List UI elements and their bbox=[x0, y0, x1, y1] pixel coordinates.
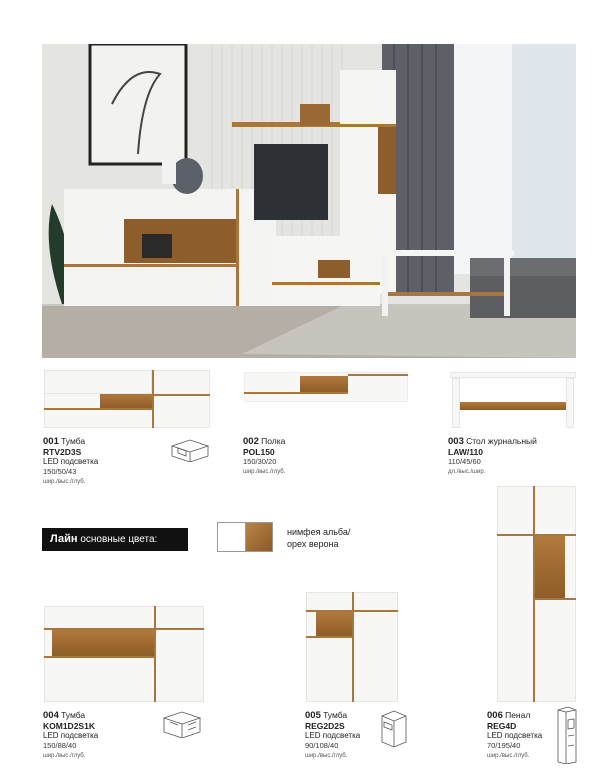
product-title: Тумба bbox=[61, 710, 86, 720]
product-code: KOM1D2S1K bbox=[43, 721, 95, 731]
product-002-image bbox=[244, 372, 408, 402]
product-005-image bbox=[306, 592, 398, 702]
product-code: REG4D bbox=[487, 721, 517, 731]
product-006-line-icon bbox=[554, 706, 578, 769]
product-dimensions-note: шир./выс./глуб. bbox=[43, 479, 86, 485]
product-001-line-icon bbox=[168, 436, 212, 467]
product-001-label bbox=[43, 436, 163, 487]
product-feature: LED подсветка bbox=[43, 457, 99, 466]
product-title: Пенал bbox=[505, 710, 531, 720]
product-feature: LED подсветка bbox=[487, 731, 543, 740]
product-dimensions-note: дл./выс./шир. bbox=[448, 469, 486, 475]
product-title: Полка bbox=[261, 436, 286, 446]
product-003-image bbox=[450, 372, 576, 430]
interior-photo bbox=[42, 44, 576, 358]
product-number: 001 bbox=[43, 436, 59, 447]
main-colors-banner bbox=[42, 528, 188, 551]
product-dimensions-note: шир./выс./глуб. bbox=[305, 753, 348, 759]
product-code: RTV2D3S bbox=[43, 447, 82, 457]
product-title: Тумба bbox=[323, 710, 348, 720]
product-code: LAW/110 bbox=[448, 447, 483, 457]
product-dimensions: 150/50/43 bbox=[43, 467, 77, 476]
color-option-line1: нимфея альба/ bbox=[287, 527, 351, 537]
product-dimensions: 90/108/40 bbox=[305, 741, 339, 750]
brand-name: Лайн bbox=[50, 533, 78, 545]
product-code: POL150 bbox=[243, 447, 275, 457]
product-dimensions: 150/30/20 bbox=[243, 457, 277, 466]
product-003-label bbox=[448, 436, 578, 477]
product-dimensions-note: шир./выс./глуб. bbox=[243, 469, 286, 475]
product-number: 006 bbox=[487, 710, 503, 721]
swatch-oak bbox=[246, 523, 273, 551]
product-dimensions: 150/88/40 bbox=[43, 741, 77, 750]
product-006-label bbox=[487, 710, 557, 761]
product-dimensions: 70/195/40 bbox=[487, 741, 521, 750]
product-dimensions-note: шир./выс./глуб. bbox=[487, 753, 530, 759]
color-option-line2: орех верона bbox=[287, 539, 339, 549]
product-004-image bbox=[44, 606, 204, 702]
product-feature: LED подсветка bbox=[43, 731, 99, 740]
product-number: 004 bbox=[43, 710, 59, 721]
product-006-image bbox=[497, 486, 576, 702]
product-number: 005 bbox=[305, 710, 321, 721]
product-005-line-icon bbox=[378, 708, 410, 753]
product-title: Стол журнальный bbox=[466, 436, 537, 446]
product-title: Тумба bbox=[61, 436, 86, 446]
product-001-image bbox=[44, 370, 210, 428]
color-swatch bbox=[217, 522, 273, 552]
product-dimensions: 110/45/60 bbox=[448, 457, 481, 466]
product-002-label bbox=[243, 436, 363, 477]
product-feature: LED подсветка bbox=[305, 731, 361, 740]
product-004-label bbox=[43, 710, 153, 761]
swatch-white bbox=[218, 523, 246, 551]
product-004-line-icon bbox=[160, 708, 204, 743]
main-colors-text: основные цвета: bbox=[80, 534, 158, 545]
color-option-label bbox=[287, 526, 350, 550]
product-005-label bbox=[305, 710, 380, 761]
product-number: 003 bbox=[448, 436, 464, 447]
product-code: REG2D2S bbox=[305, 721, 345, 731]
product-dimensions-note: шир./выс./глуб. bbox=[43, 753, 86, 759]
product-number: 002 bbox=[243, 436, 259, 447]
